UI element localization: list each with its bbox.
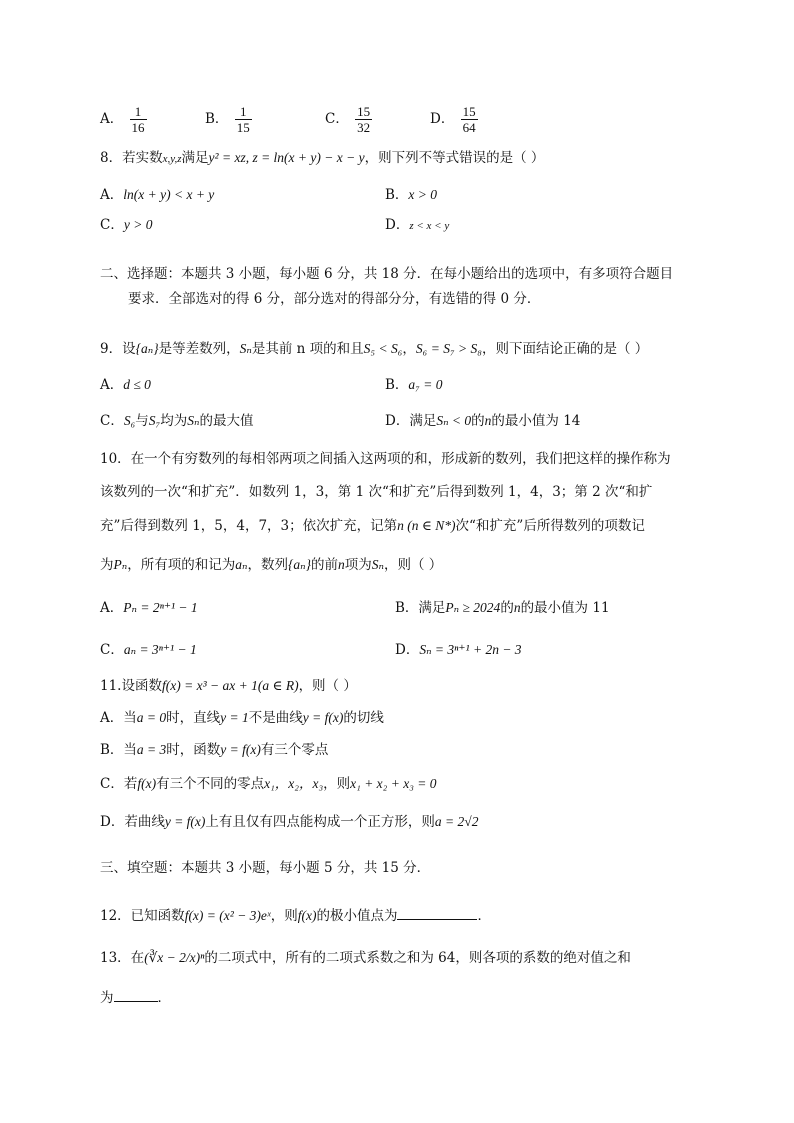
- answer-blank[interactable]: [397, 905, 477, 920]
- q8-stem: 8．若实数x,y,z满足y² = xz, z = ln(x + y) − x − y，则下列不等式错误的是（ ）: [100, 150, 545, 166]
- q10-option-a: A．Pₙ = 2ⁿ⁺¹ − 1: [100, 600, 198, 616]
- q10-option-c: C．aₙ = 3ⁿ⁺¹ − 1: [100, 642, 197, 658]
- q7-option-d: D． $\frac{15}{64}$: [430, 104, 476, 135]
- q7-option-a: A． $\frac{1}{16}$: [100, 104, 145, 135]
- q8-option-a: A．ln(x + y) < x + y: [100, 187, 215, 203]
- q10-stem-line2: 该数列的一次“和扩充”．如数列 1，3，第 1 次“和扩充”后得到数列 1，4，3；第 2 次“和扩: [100, 484, 653, 500]
- q10-stem-line4: 为Pₙ，所有项的和记为aₙ，数列{aₙ}的前n项为Sₙ，则（ ）: [100, 557, 443, 573]
- q11-option-c: C．若f(x)有三个不同的零点x₁，x₂，x₃，则x₁ + x₂ + x₃ = 0: [100, 776, 437, 792]
- section-2-heading-cont: 要求．全部选对的得 6 分，部分选对的得部分分，有选错的得 0 分．: [128, 291, 541, 307]
- q9-stem: 9．设{aₙ}是等差数列，Sₙ是其前 n 项的和且S₅ < S₆，S₆ = S₇ > S₈，则下面结论正确的是（ ）: [100, 341, 649, 357]
- q13-stem-cont: 为 ．: [100, 987, 171, 1008]
- fraction: $\frac{15}{64}$: [462, 104, 476, 135]
- q9-option-d: D．满足Sₙ < 0的n的最小值为 14: [385, 413, 581, 429]
- q10-option-b: B．满足Pₙ ≥ 2024的n的最小值为 11: [395, 600, 610, 616]
- q11-option-a: A．当a = 0时，直线y = 1不是曲线y = f(x)的切线: [100, 710, 384, 726]
- q9-option-b: B．a₇ = 0: [385, 377, 443, 393]
- section-2-heading: 二、选择题：本题共 3 小题，每小题 6 分，共 18 分．在每小题给出的选项中，有多项符合题目: [100, 266, 674, 282]
- q10-stem-line1: 10．在一个有穷数列的每相邻两项之间插入这两项的和，形成新的数列，我们把这样的操作称为: [100, 451, 671, 467]
- q11-option-d: D．若曲线y = f(x)上有且仅有四点能构成一个正方形，则a = 2√2: [100, 814, 479, 830]
- q8-option-c: C．y > 0: [100, 217, 153, 233]
- q13-stem: 13．在(∛x − 2/x)ⁿ的二项式中，所有的二项式系数之和为 64，则各项的系数的绝对值之和: [100, 950, 631, 966]
- q8-option-d: D．z < x < y: [385, 217, 450, 233]
- fraction: $\frac{1}{16}$: [131, 104, 145, 135]
- q11-option-b: B．当a = 3时，函数y = f(x)有三个零点: [100, 742, 329, 758]
- q10-option-d: D．Sₙ = 3ⁿ⁺¹ + 2n − 3: [395, 642, 522, 658]
- q9-option-a: A．d ≤ 0: [100, 377, 151, 393]
- q9-option-c: C．S₆与S₇均为Sₙ的最大值: [100, 413, 254, 429]
- q8-option-b: B．x > 0: [385, 187, 438, 203]
- answer-blank[interactable]: [114, 987, 158, 1002]
- fraction: $\frac{15}{32}$: [357, 104, 371, 135]
- q10-stem-line3: 充”后得到数列 1，5，4，7，3；依次扩充，记第n (n ∈ N*)次“和扩充”后所得数列的项数记: [100, 518, 645, 534]
- q7-option-b: B． $\frac{1}{15}$: [205, 104, 250, 135]
- section-3-heading: 三、填空题：本题共 3 小题，每小题 5 分，共 15 分．: [100, 860, 431, 876]
- q7-option-c: C． $\frac{15}{32}$: [325, 104, 371, 135]
- q11-stem: 11.设函数f(x) = x³ − ax + 1(a ∈ R)，则（ ）: [100, 678, 357, 694]
- q12-stem: 12．已知函数f(x) = (x² − 3)eˣ，则f(x)的极小值点为 ．: [100, 905, 491, 926]
- fraction: $\frac{1}{15}$: [236, 104, 250, 135]
